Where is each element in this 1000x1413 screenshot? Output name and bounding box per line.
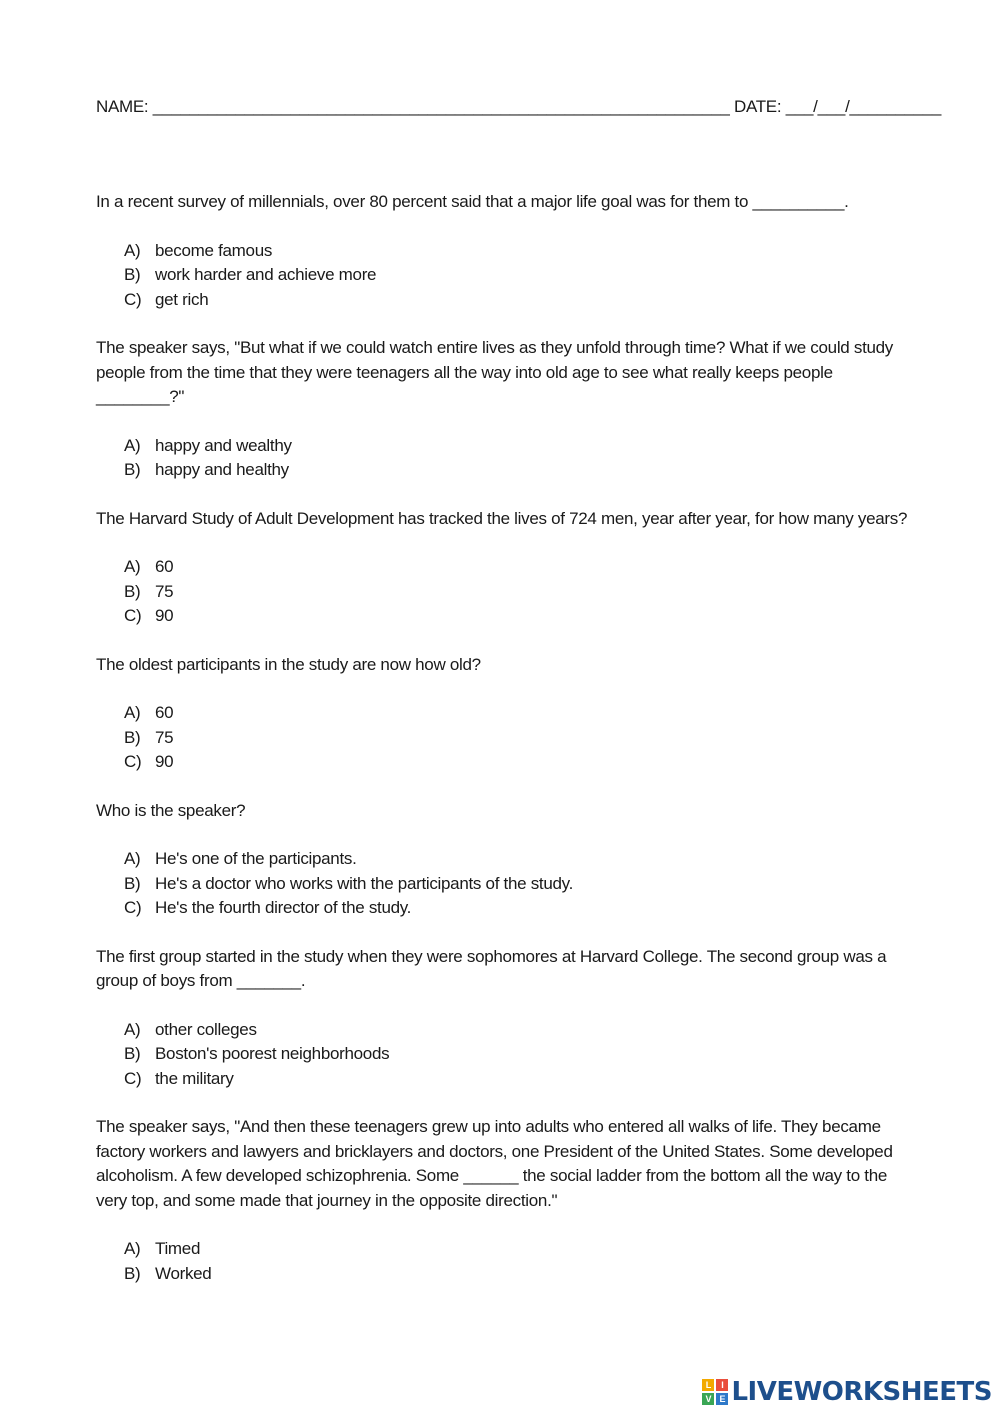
answer-option[interactable]	[124, 750, 911, 775]
answer-option[interactable]	[124, 1237, 911, 1262]
option-text: He's a doctor who works with the participants of the study.	[155, 873, 573, 893]
question-block	[96, 336, 911, 483]
question-block	[96, 945, 911, 1092]
option-letter: C)	[124, 1068, 142, 1088]
answer-option[interactable]	[124, 847, 911, 872]
option-text: 75	[155, 581, 174, 601]
question-text: The speaker says, "But what if we could watch entire lives as they unfold through time? What if we could study people from the time that they were teenagers all the way into old age to see what really keeps people ________?"	[96, 338, 894, 406]
option-letter: A)	[124, 849, 141, 868]
option-letter: A)	[124, 703, 141, 722]
date-field-blank[interactable]: ___/___/__________	[785, 97, 942, 116]
answer-options	[96, 434, 911, 483]
option-text: 75	[155, 727, 174, 747]
answer-options	[96, 239, 911, 313]
logo-mark-square: E	[716, 1393, 728, 1405]
answer-option[interactable]	[124, 872, 911, 897]
option-text: happy and healthy	[155, 460, 289, 479]
answer-option[interactable]	[124, 701, 911, 726]
question-text: The oldest participants in the study are now how old?	[96, 654, 481, 674]
option-letter: A)	[124, 435, 141, 455]
answer-options	[96, 1237, 911, 1286]
option-text: other colleges	[155, 1019, 257, 1039]
question-text: Who is the speaker?	[96, 800, 246, 820]
answer-option[interactable]	[124, 1262, 911, 1287]
option-text: 90	[155, 606, 174, 625]
liveworksheets-logo-mark-icon	[702, 1379, 728, 1405]
option-text: Timed	[155, 1239, 201, 1258]
option-letter: C)	[124, 898, 142, 917]
name-field-blank[interactable]: _______________________________________________________________	[152, 97, 730, 116]
answer-option[interactable]	[124, 458, 911, 483]
option-text: work harder and achieve more	[155, 265, 377, 284]
option-letter: A)	[124, 1019, 141, 1039]
answer-option[interactable]	[124, 263, 911, 288]
option-letter: C)	[124, 752, 142, 771]
answer-option[interactable]	[124, 580, 911, 605]
question-text: In a recent survey of millennials, over 80 percent said that a major life goal was for them to __________.	[96, 192, 849, 211]
liveworksheets-logo	[702, 1377, 992, 1407]
option-text: become famous	[155, 240, 273, 260]
logo-mark-square: I	[716, 1379, 728, 1391]
question-block	[96, 507, 911, 629]
option-text: get rich	[155, 289, 209, 309]
answer-option[interactable]	[124, 239, 911, 264]
question-block	[96, 653, 911, 775]
question-text: The speaker says, "And then these teenagers grew up into adults who entered all walks of life. They became factory workers and lawyers and bricklayers and doctors, one President of the United States. Some developed alcoholism. A few developed schizophrenia. Some ______ the social ladder from the bottom all the way to the very top, and some made that journey in the opposite direction."	[96, 1117, 893, 1210]
option-letter: C)	[124, 289, 142, 309]
answer-options	[96, 701, 911, 775]
header-name-date-line	[96, 95, 942, 119]
option-letter: B)	[124, 727, 141, 747]
answer-option[interactable]	[124, 555, 911, 580]
option-letter: C)	[124, 606, 142, 625]
option-letter: B)	[124, 460, 141, 479]
option-letter: B)	[124, 265, 141, 284]
option-letter: A)	[124, 1239, 141, 1258]
option-text: 60	[155, 557, 174, 576]
name-label: NAME:	[96, 97, 149, 116]
option-text: 60	[155, 703, 174, 722]
answer-option[interactable]	[124, 896, 911, 921]
answer-option[interactable]	[124, 1042, 911, 1067]
question-text: The Harvard Study of Adult Development has tracked the lives of 724 men, year after year, for how many years?	[96, 508, 908, 528]
option-letter: B)	[124, 1263, 141, 1283]
answer-options	[96, 1018, 911, 1092]
option-text: the military	[155, 1068, 234, 1088]
option-text: He's the fourth director of the study.	[155, 898, 412, 917]
question-block	[96, 190, 911, 312]
answer-option[interactable]	[124, 434, 911, 459]
option-letter: A)	[124, 240, 141, 260]
option-text: Worked	[155, 1263, 212, 1283]
question-text: The first group started in the study when they were sophomores at Harvard College. The second group was a group of boys from _______.	[96, 946, 887, 990]
question-list	[96, 190, 911, 1310]
option-letter: B)	[124, 581, 141, 601]
logo-mark-square: L	[702, 1379, 714, 1391]
option-letter: A)	[124, 557, 141, 576]
option-letter: B)	[124, 873, 141, 893]
question-block	[96, 799, 911, 921]
option-letter: B)	[124, 1044, 141, 1063]
answer-option[interactable]	[124, 1067, 911, 1092]
liveworksheets-logo-text: LIVEWORKSHEETS	[731, 1377, 992, 1407]
answer-option[interactable]	[124, 726, 911, 751]
logo-mark-square: V	[702, 1393, 714, 1405]
option-text: Boston's poorest neighborhoods	[155, 1044, 390, 1063]
answer-option[interactable]	[124, 288, 911, 313]
option-text: He's one of the participants.	[155, 849, 357, 868]
answer-option[interactable]	[124, 604, 911, 629]
date-label: DATE:	[733, 97, 782, 116]
option-text: 90	[155, 752, 174, 771]
option-text: happy and wealthy	[155, 435, 292, 455]
answer-options	[96, 555, 911, 629]
question-block	[96, 1115, 911, 1286]
answer-options	[96, 847, 911, 921]
answer-option[interactable]	[124, 1018, 911, 1043]
